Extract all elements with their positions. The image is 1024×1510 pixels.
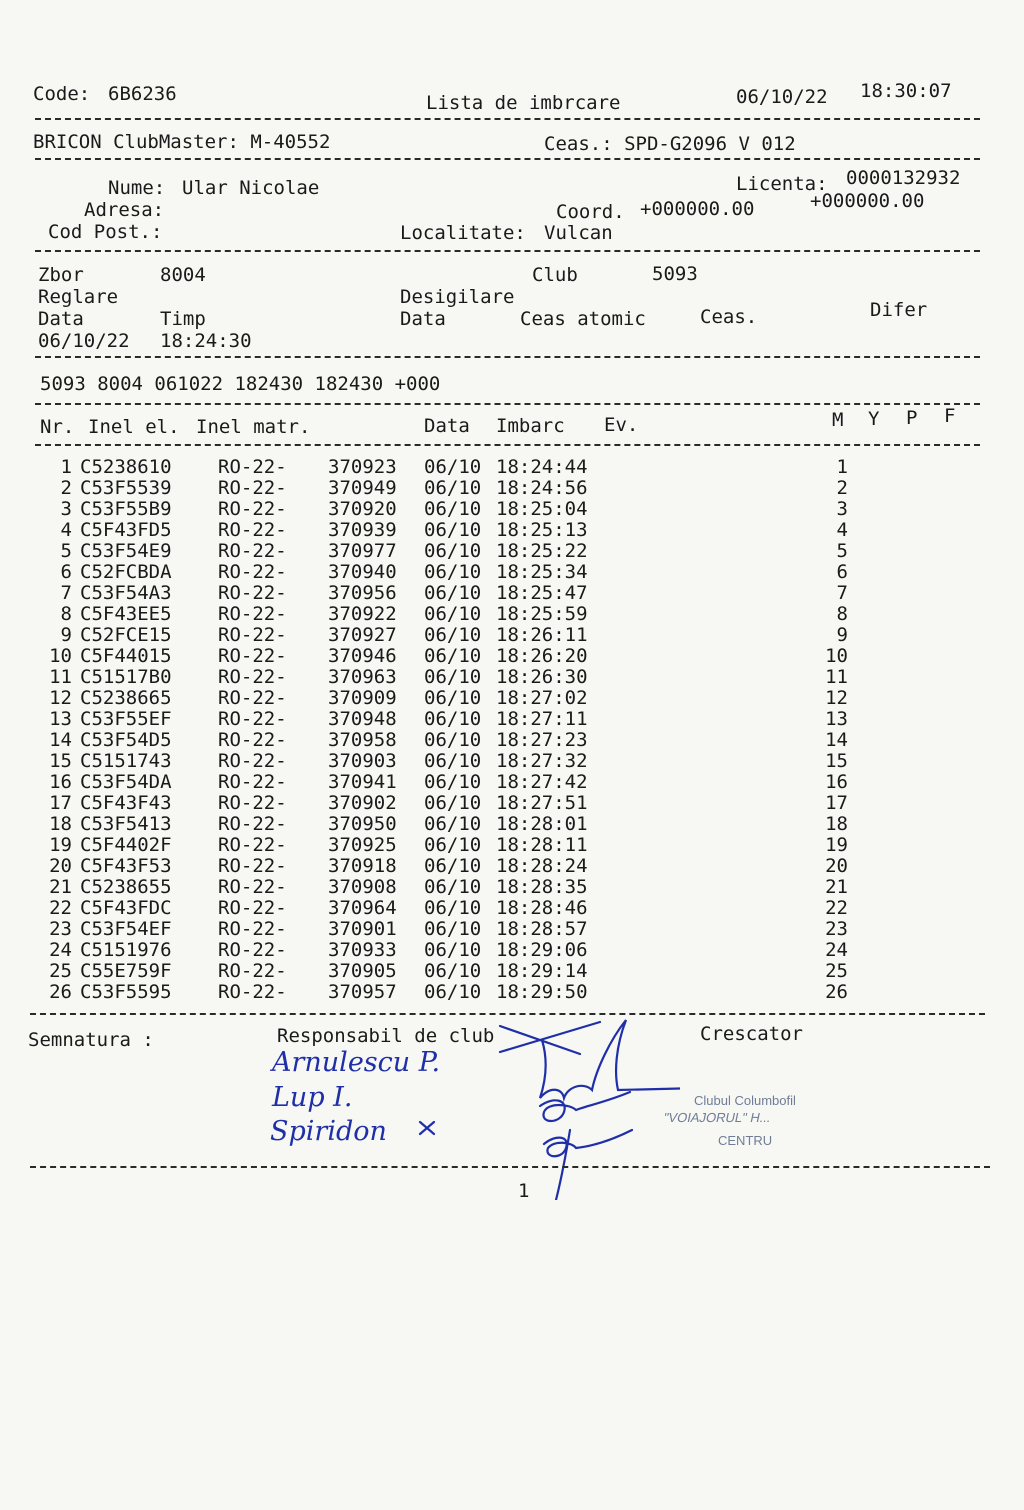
timp-label: Timp xyxy=(160,308,206,330)
arrival-date: 06/10 xyxy=(424,603,482,625)
table-row xyxy=(40,982,900,1003)
reglare-label: Reglare xyxy=(38,286,119,308)
ring-number: 370963 xyxy=(328,666,397,688)
ring-number: 370933 xyxy=(328,939,397,961)
table-row xyxy=(40,793,900,814)
ring-prefix: RO-22- xyxy=(218,540,287,562)
arrival-date: 06/10 xyxy=(424,708,482,730)
ring-prefix: RO-22- xyxy=(218,750,287,772)
ring-prefix: RO-22- xyxy=(218,708,287,730)
arrival-date: 06/10 xyxy=(424,876,482,898)
ring-number: 370905 xyxy=(328,960,397,982)
reglare-time: 18:24:30 xyxy=(160,330,252,352)
electronic-ring: C53F55EF xyxy=(80,708,172,730)
electronic-ring: C5151743 xyxy=(80,750,172,772)
ring-number: 370922 xyxy=(328,603,397,625)
row-number: 18 xyxy=(49,813,72,835)
electronic-ring: C55E759F xyxy=(80,960,172,982)
ring-number: 370956 xyxy=(328,582,397,604)
divider xyxy=(35,444,980,446)
row-number: 17 xyxy=(49,792,72,814)
ring-number: 370902 xyxy=(328,792,397,814)
coord-value-2: +000000.00 xyxy=(810,190,925,212)
table-row xyxy=(40,835,900,856)
col-header-inel-matr: Inel matr. xyxy=(196,416,311,438)
table-row xyxy=(40,709,900,730)
arrival-date: 06/10 xyxy=(424,813,482,835)
arrival-time: 18:25:47 xyxy=(496,582,588,604)
ring-prefix: RO-22- xyxy=(218,456,287,478)
ring-number: 370946 xyxy=(328,645,397,667)
electronic-ring: C5F43F53 xyxy=(80,855,172,877)
data2-label: Data xyxy=(400,308,446,330)
arrival-time: 18:27:51 xyxy=(496,792,588,814)
ring-prefix: RO-22- xyxy=(218,666,287,688)
table-row xyxy=(40,688,900,709)
row-number: 19 xyxy=(49,834,72,856)
row-number: 12 xyxy=(49,687,72,709)
ring-prefix: RO-22- xyxy=(218,687,287,709)
ring-number: 370941 xyxy=(328,771,397,793)
divider xyxy=(35,158,980,160)
position-m: 2 xyxy=(836,477,848,499)
locality-label: Localitate: xyxy=(400,222,526,244)
position-m: 13 xyxy=(825,708,848,730)
handwritten-name-3: Spiridon xyxy=(270,1116,387,1147)
table-row xyxy=(40,646,900,667)
arrival-date: 06/10 xyxy=(424,981,482,1003)
ring-prefix: RO-22- xyxy=(218,981,287,1003)
difer-label: Difer xyxy=(870,299,928,321)
software-label: BRICON ClubMaster: M-40552 xyxy=(33,131,331,153)
stamp-line-3: CENTRU xyxy=(718,1133,773,1148)
arrival-date: 06/10 xyxy=(424,666,482,688)
arrival-date: 06/10 xyxy=(424,582,482,604)
divider xyxy=(35,403,980,405)
row-number: 20 xyxy=(49,855,72,877)
arrival-date: 06/10 xyxy=(424,897,482,919)
arrival-time: 18:29:06 xyxy=(496,939,588,961)
table-row xyxy=(40,625,900,646)
handwritten-name-2: Lup I. xyxy=(272,1082,353,1113)
table-row xyxy=(40,751,900,772)
table-row xyxy=(40,457,900,478)
electronic-ring: C5F43EE5 xyxy=(80,603,172,625)
arrival-date: 06/10 xyxy=(424,561,482,583)
zbor-label: Zbor xyxy=(38,264,84,286)
reglare-date: 06/10/22 xyxy=(38,330,130,352)
coord-label: Coord. xyxy=(556,201,625,223)
row-number: 25 xyxy=(49,960,72,982)
electronic-ring: C53F5413 xyxy=(80,813,172,835)
ring-number: 370920 xyxy=(328,498,397,520)
arrival-date: 06/10 xyxy=(424,855,482,877)
arrival-time: 18:26:20 xyxy=(496,645,588,667)
position-m: 17 xyxy=(825,792,848,814)
table-row xyxy=(40,478,900,499)
arrival-time: 18:27:11 xyxy=(496,708,588,730)
ring-number: 370957 xyxy=(328,981,397,1003)
position-m: 20 xyxy=(825,855,848,877)
table-row xyxy=(40,583,900,604)
ring-number: 370977 xyxy=(328,540,397,562)
electronic-ring: C53F54A3 xyxy=(80,582,172,604)
electronic-ring: C5238610 xyxy=(80,456,172,478)
position-m: 18 xyxy=(825,813,848,835)
arrival-date: 06/10 xyxy=(424,729,482,751)
code-value: 6B6236 xyxy=(108,83,177,105)
arrival-time: 18:24:44 xyxy=(496,456,588,478)
table-row xyxy=(40,772,900,793)
arrival-date: 06/10 xyxy=(424,456,482,478)
row-number: 5 xyxy=(60,540,72,562)
table-row xyxy=(40,667,900,688)
row-number: 1 xyxy=(60,456,72,478)
position-m: 7 xyxy=(836,582,848,604)
arrival-date: 06/10 xyxy=(424,939,482,961)
electronic-ring: C5151976 xyxy=(80,939,172,961)
ring-prefix: RO-22- xyxy=(218,897,287,919)
handwritten-cross-mark xyxy=(420,1122,434,1134)
locality-value: Vulcan xyxy=(544,222,613,244)
breeder-label: Crescator xyxy=(700,1023,803,1045)
signature-label: Semnatura : xyxy=(28,1029,154,1051)
ring-number: 370964 xyxy=(328,897,397,919)
electronic-ring: C52FCBDA xyxy=(80,561,172,583)
arrival-date: 06/10 xyxy=(424,477,482,499)
electronic-ring: C5F43F43 xyxy=(80,792,172,814)
arrival-time: 18:27:23 xyxy=(496,729,588,751)
arrival-time: 18:24:56 xyxy=(496,477,588,499)
arrivals-table xyxy=(40,457,900,1003)
position-m: 23 xyxy=(825,918,848,940)
position-m: 1 xyxy=(836,456,848,478)
table-row xyxy=(40,562,900,583)
electronic-ring: C5238665 xyxy=(80,687,172,709)
arrival-time: 18:28:11 xyxy=(496,834,588,856)
row-number: 26 xyxy=(49,981,72,1003)
owner-name: Ular Nicolae xyxy=(182,177,320,199)
row-number: 13 xyxy=(49,708,72,730)
position-m: 12 xyxy=(825,687,848,709)
position-m: 15 xyxy=(825,750,848,772)
arrival-time: 18:26:11 xyxy=(496,624,588,646)
electronic-ring: C53F54E9 xyxy=(80,540,172,562)
position-m: 16 xyxy=(825,771,848,793)
club-label: Club xyxy=(532,264,578,286)
licence-label: Licenta: xyxy=(736,173,828,195)
code-label: Code: xyxy=(33,83,91,105)
row-number: 8 xyxy=(60,603,72,625)
arrival-time: 18:29:50 xyxy=(496,981,588,1003)
club-responsible-label: Responsabil de club xyxy=(277,1025,495,1047)
row-number: 22 xyxy=(49,897,72,919)
ring-number: 370908 xyxy=(328,876,397,898)
position-m: 4 xyxy=(836,519,848,541)
arrival-time: 18:26:30 xyxy=(496,666,588,688)
electronic-ring: C53F55B9 xyxy=(80,498,172,520)
position-m: 25 xyxy=(825,960,848,982)
position-m: 3 xyxy=(836,498,848,520)
ring-prefix: RO-22- xyxy=(218,729,287,751)
ring-number: 370939 xyxy=(328,519,397,541)
row-number: 4 xyxy=(60,519,72,541)
row-number: 10 xyxy=(49,645,72,667)
ring-prefix: RO-22- xyxy=(218,645,287,667)
row-number: 7 xyxy=(60,582,72,604)
name-label: Nume: xyxy=(108,177,166,199)
arrival-date: 06/10 xyxy=(424,750,482,772)
arrival-time: 18:25:22 xyxy=(496,540,588,562)
arrival-time: 18:28:01 xyxy=(496,813,588,835)
row-number: 9 xyxy=(60,624,72,646)
ring-prefix: RO-22- xyxy=(218,960,287,982)
arrival-date: 06/10 xyxy=(424,918,482,940)
desigilare-label: Desigilare xyxy=(400,286,515,308)
ring-number: 370903 xyxy=(328,750,397,772)
col-header-data: Data xyxy=(424,415,470,437)
ring-number: 370918 xyxy=(328,855,397,877)
document-title: Lista de imbrcare xyxy=(426,92,621,114)
position-m: 24 xyxy=(825,939,848,961)
ring-prefix: RO-22- xyxy=(218,603,287,625)
table-row xyxy=(40,877,900,898)
electronic-ring: C5F4402F xyxy=(80,834,172,856)
arrival-date: 06/10 xyxy=(424,540,482,562)
electronic-ring: C5F44015 xyxy=(80,645,172,667)
ring-prefix: RO-22- xyxy=(218,939,287,961)
arrival-time: 18:25:04 xyxy=(496,498,588,520)
position-m: 9 xyxy=(836,624,848,646)
licence-value: 0000132932 xyxy=(846,167,961,189)
position-m: 5 xyxy=(836,540,848,562)
postcode-label: Cod Post.: xyxy=(48,221,163,243)
table-row xyxy=(40,541,900,562)
arrival-time: 18:29:14 xyxy=(496,960,588,982)
arrival-time: 18:28:35 xyxy=(496,876,588,898)
electronic-ring: C53F54D5 xyxy=(80,729,172,751)
arrival-date: 06/10 xyxy=(424,834,482,856)
arrival-time: 18:25:59 xyxy=(496,603,588,625)
table-row xyxy=(40,499,900,520)
position-m: 14 xyxy=(825,729,848,751)
page-number: 1 xyxy=(518,1180,530,1202)
arrival-date: 06/10 xyxy=(424,960,482,982)
row-number: 23 xyxy=(49,918,72,940)
header-date: 06/10/22 xyxy=(736,86,828,108)
ring-prefix: RO-22- xyxy=(218,519,287,541)
table-row xyxy=(40,856,900,877)
ring-prefix: RO-22- xyxy=(218,855,287,877)
arrival-date: 06/10 xyxy=(424,771,482,793)
ring-prefix: RO-22- xyxy=(218,561,287,583)
signature-scribbles xyxy=(380,1010,680,1200)
header-time: 18:30:07 xyxy=(860,80,952,102)
divider xyxy=(35,250,980,252)
ring-number: 370909 xyxy=(328,687,397,709)
ring-number: 370925 xyxy=(328,834,397,856)
ring-number: 370949 xyxy=(328,477,397,499)
row-number: 6 xyxy=(60,561,72,583)
col-header-p: P xyxy=(906,407,918,429)
ring-number: 370950 xyxy=(328,813,397,835)
ring-prefix: RO-22- xyxy=(218,624,287,646)
ceas-atomic-label: Ceas atomic xyxy=(520,308,646,330)
table-row xyxy=(40,520,900,541)
electronic-ring: C53F5539 xyxy=(80,477,172,499)
electronic-ring: C53F54DA xyxy=(80,771,172,793)
arrival-time: 18:28:57 xyxy=(496,918,588,940)
position-m: 6 xyxy=(836,561,848,583)
position-m: 11 xyxy=(825,666,848,688)
row-number: 15 xyxy=(49,750,72,772)
col-header-imbarc: Imbarc xyxy=(496,415,565,437)
ceas-label: Ceas. xyxy=(700,306,758,328)
club-value: 5093 xyxy=(652,263,698,285)
ring-prefix: RO-22- xyxy=(218,918,287,940)
ring-number: 370948 xyxy=(328,708,397,730)
position-m: 8 xyxy=(836,603,848,625)
electronic-ring: C52FCE15 xyxy=(80,624,172,646)
arrival-date: 06/10 xyxy=(424,687,482,709)
arrival-date: 06/10 xyxy=(424,792,482,814)
ring-prefix: RO-22- xyxy=(218,792,287,814)
ring-prefix: RO-22- xyxy=(218,771,287,793)
stamp-line-2: "VOIAJORUL" H... xyxy=(662,1110,773,1125)
col-header-nr: Nr. xyxy=(40,416,75,438)
row-number: 11 xyxy=(49,666,72,688)
table-row xyxy=(40,940,900,961)
electronic-ring: C5238655 xyxy=(80,876,172,898)
electronic-ring: C53F5595 xyxy=(80,981,172,1003)
table-row xyxy=(40,898,900,919)
data-label: Data xyxy=(38,308,84,330)
position-m: 19 xyxy=(825,834,848,856)
flight-code-line: 5093 8004 061022 182430 182430 +000 xyxy=(40,373,441,395)
ring-prefix: RO-22- xyxy=(218,834,287,856)
arrival-time: 18:28:24 xyxy=(496,855,588,877)
ring-prefix: RO-22- xyxy=(218,813,287,835)
arrival-date: 06/10 xyxy=(424,498,482,520)
electronic-ring: C5F43FDC xyxy=(80,897,172,919)
arrival-time: 18:27:42 xyxy=(496,771,588,793)
table-row xyxy=(40,814,900,835)
row-number: 2 xyxy=(60,477,72,499)
divider xyxy=(35,118,980,120)
coord-value-1: +000000.00 xyxy=(640,198,755,220)
divider xyxy=(35,356,980,358)
clock-label: Ceas.: SPD-G2096 V 012 xyxy=(544,133,796,155)
row-number: 16 xyxy=(49,771,72,793)
ring-prefix: RO-22- xyxy=(218,876,287,898)
position-m: 22 xyxy=(825,897,848,919)
col-header-ev: Ev. xyxy=(604,414,639,436)
ring-number: 370927 xyxy=(328,624,397,646)
arrival-time: 18:25:13 xyxy=(496,519,588,541)
row-number: 21 xyxy=(49,876,72,898)
address-label: Adresa: xyxy=(84,199,165,221)
position-m: 21 xyxy=(825,876,848,898)
row-number: 24 xyxy=(49,939,72,961)
ring-prefix: RO-22- xyxy=(218,582,287,604)
electronic-ring: C53F54EF xyxy=(80,918,172,940)
col-header-m: M xyxy=(832,409,844,431)
arrival-date: 06/10 xyxy=(424,645,482,667)
handwritten-name-1: Arnulescu P. xyxy=(272,1047,441,1078)
table-row xyxy=(40,961,900,982)
ring-number: 370923 xyxy=(328,456,397,478)
divider xyxy=(30,1166,990,1168)
col-header-f: F xyxy=(944,405,956,427)
ring-prefix: RO-22- xyxy=(218,477,287,499)
table-row xyxy=(40,604,900,625)
table-row xyxy=(40,730,900,751)
arrival-time: 18:28:46 xyxy=(496,897,588,919)
arrival-date: 06/10 xyxy=(424,624,482,646)
col-header-inel-el: Inel el. xyxy=(88,416,180,438)
zbor-value: 8004 xyxy=(160,264,206,286)
position-m: 26 xyxy=(825,981,848,1003)
ring-prefix: RO-22- xyxy=(218,498,287,520)
row-number: 14 xyxy=(49,729,72,751)
table-row xyxy=(40,919,900,940)
stamp-line-1: Clubul Columbofil xyxy=(694,1093,796,1108)
arrival-time: 18:27:32 xyxy=(496,750,588,772)
row-number: 3 xyxy=(60,498,72,520)
col-header-y: Y xyxy=(868,408,880,430)
arrival-date: 06/10 xyxy=(424,519,482,541)
position-m: 10 xyxy=(825,645,848,667)
electronic-ring: C5F43FD5 xyxy=(80,519,172,541)
arrival-time: 18:27:02 xyxy=(496,687,588,709)
ring-number: 370901 xyxy=(328,918,397,940)
ring-number: 370958 xyxy=(328,729,397,751)
electronic-ring: C51517B0 xyxy=(80,666,172,688)
arrival-time: 18:25:34 xyxy=(496,561,588,583)
ring-number: 370940 xyxy=(328,561,397,583)
